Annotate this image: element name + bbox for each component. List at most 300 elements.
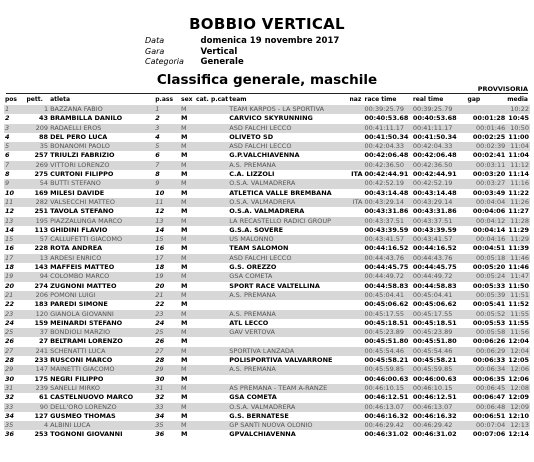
cell-race-time: 00:43:31.86: [364, 207, 412, 216]
cell-team: GPVALCHIAVENNA: [228, 430, 348, 439]
cell-team: ATL LECCO: [228, 319, 348, 328]
cell-gap: 00:06:26: [467, 337, 507, 346]
cell-naz: [349, 328, 364, 337]
cell-pass: 22: [154, 300, 180, 309]
cell-team: ASD FALCHI LECCO: [228, 142, 348, 151]
event-meta: [145, 36, 339, 68]
cell-cat: [195, 151, 210, 160]
cell-team: A.S. PREMANA: [228, 310, 348, 319]
header-race-time: race time: [364, 96, 397, 103]
table-row: [4, 263, 530, 272]
cell-pass: 21: [154, 291, 180, 300]
cell-gap: 00:07:06: [467, 430, 507, 439]
cell-sex: M: [180, 300, 195, 309]
cell-avg: 11:12: [506, 161, 530, 170]
cell-real-time: 00:44:49.72: [412, 272, 467, 281]
cell-avg: 11:29: [506, 226, 530, 235]
cell-athlete: PIAZZALUNGA MARCO: [49, 217, 154, 226]
cell-pos: 33: [4, 403, 25, 412]
header-real-time: real time: [412, 96, 444, 103]
header-gap: gap: [467, 96, 481, 103]
cell-cat: [195, 403, 210, 412]
header-athlete: atleta: [50, 96, 71, 103]
cell-sex: M: [180, 151, 195, 160]
cell-athlete: PAREDI SIMONE: [49, 300, 154, 309]
cell-sex: M: [180, 347, 195, 356]
cell-real-time: 00:45:23.89: [412, 328, 467, 337]
cell-gap: 00:06:51: [467, 412, 507, 421]
cell-pett: 113: [25, 226, 49, 235]
cell-naz: ITA: [349, 170, 364, 179]
cell-pass: 15: [154, 235, 180, 244]
cell-naz: [349, 179, 364, 188]
cell-cat: [195, 114, 210, 123]
cell-sex: M: [180, 328, 195, 337]
cell-team: G.S. OREZZO: [228, 263, 348, 272]
cell-sex: M: [180, 310, 195, 319]
table-row: [4, 356, 530, 365]
table-row: [4, 226, 530, 235]
cell-sex: M: [180, 393, 195, 402]
cell-avg: 11:47: [506, 272, 530, 281]
cell-race-time: 00:45:04.41: [364, 291, 412, 300]
table-row: [4, 198, 530, 207]
cell-naz: [349, 151, 364, 160]
cell-pcat: [210, 365, 228, 374]
cell-avg: 10:50: [506, 124, 530, 133]
cell-team: GSA COMETA: [228, 393, 348, 402]
cell-gap: 00:03:27: [467, 179, 507, 188]
cell-real-time: 00:43:39.59: [412, 226, 467, 235]
cell-cat: [195, 375, 210, 384]
cell-team: POLISPORTIVA VALVARRONE: [228, 356, 348, 365]
cell-avg: 11:04: [506, 142, 530, 151]
cell-pass: 29: [154, 365, 180, 374]
cell-sex: M: [180, 189, 195, 198]
cell-sex: M: [180, 272, 195, 281]
cell-pos: 30: [4, 375, 25, 384]
cell-cat: [195, 235, 210, 244]
cell-gap: 00:05:39: [467, 291, 507, 300]
table-row: [4, 430, 530, 439]
header-pcat: p.cat: [211, 96, 229, 103]
cell-pos: 36: [4, 430, 25, 439]
cell-pcat: [210, 384, 228, 393]
cell-race-time: 00:45:17.55: [364, 310, 412, 319]
header-cat: cat.: [196, 96, 209, 103]
cell-avg: 12:06: [506, 365, 530, 374]
cell-naz: [349, 356, 364, 365]
cell-pass: 2: [154, 114, 180, 123]
cell-sex: M: [180, 114, 195, 123]
cell-pass: 20: [154, 282, 180, 291]
cell-pett: 275: [25, 170, 49, 179]
table-row: [4, 207, 530, 216]
event-title: BOBBIO VERTICAL: [189, 15, 345, 33]
cell-pos: 34: [4, 412, 25, 421]
cell-pcat: [210, 263, 228, 272]
cell-avg: 12:08: [506, 384, 530, 393]
cell-race-time: 00:42:44.91: [364, 170, 412, 179]
cell-real-time: 00:46:29.42: [412, 421, 467, 430]
cell-cat: [195, 207, 210, 216]
cell-avg: 11:56: [506, 328, 530, 337]
table-row: [4, 412, 530, 421]
table-row: [4, 282, 530, 291]
cell-real-time: 00:42:36.50: [412, 161, 467, 170]
meta-date-label: Data: [145, 36, 165, 45]
cell-real-time: 00:45:51.80: [412, 337, 467, 346]
cell-athlete: BELTRAMI LORENZO: [49, 337, 154, 346]
cell-naz: [349, 319, 364, 328]
cell-pett: 61: [25, 393, 49, 402]
cell-avg: 11:14: [506, 170, 530, 179]
cell-athlete: DEL PERO LUCA: [49, 133, 154, 142]
cell-naz: [349, 375, 364, 384]
cell-sex: M: [180, 356, 195, 365]
cell-gap: 00:02:25: [467, 133, 507, 142]
cell-pass: 36: [154, 430, 180, 439]
cell-team: A.S. PREMANA: [228, 291, 348, 300]
cell-naz: [349, 133, 364, 142]
cell-cat: [195, 291, 210, 300]
cell-race-time: 00:44:45.75: [364, 263, 412, 272]
cell-pos: 18: [4, 263, 25, 272]
cell-athlete: VITTORI LORENZO: [49, 161, 154, 170]
table-row: [4, 133, 530, 142]
header-team: team: [229, 96, 247, 103]
table-row: [4, 337, 530, 346]
cell-avg: 11:00: [506, 133, 530, 142]
header-pett: pett.: [26, 96, 43, 103]
cell-pos: 23: [4, 310, 25, 319]
cell-athlete: BONDIOLI MARZIO: [49, 328, 154, 337]
cell-team: [228, 375, 348, 384]
cell-pett: 120: [25, 310, 49, 319]
cell-sex: M: [180, 403, 195, 412]
cell-pcat: [210, 226, 228, 235]
cell-sex: M: [180, 337, 195, 346]
table-row: [4, 300, 530, 309]
cell-team: ATLETICA VALLE BREMBANA: [228, 189, 348, 198]
cell-athlete: BRAMBILLA DANILO: [49, 114, 154, 123]
cell-pos: 10: [4, 189, 25, 198]
cell-team: ASD FALCHI LECCO: [228, 124, 348, 133]
cell-pass: 33: [154, 403, 180, 412]
cell-pett: 274: [25, 282, 49, 291]
cell-team: LA RECASTELLO RADICI GROUP: [228, 217, 348, 226]
cell-pass: 6: [154, 151, 180, 160]
cell-pos: 1: [4, 105, 25, 114]
cell-athlete: SANELLI MIRKO: [49, 384, 154, 393]
cell-cat: [195, 179, 210, 188]
table-row: [4, 421, 530, 430]
cell-athlete: BUTTI STEFANO: [49, 179, 154, 188]
cell-real-time: 00:42:06.48: [412, 151, 467, 160]
cell-naz: [349, 124, 364, 133]
cell-pett: 57: [25, 235, 49, 244]
cell-pos: 28: [4, 356, 25, 365]
cell-pcat: [210, 356, 228, 365]
cell-real-time: 00:45:54.46: [412, 347, 467, 356]
cell-pass: 19: [154, 272, 180, 281]
cell-team: GAV VERTOVA: [228, 328, 348, 337]
cell-pcat: [210, 114, 228, 123]
cell-pett: 13: [25, 254, 49, 263]
cell-pett: 175: [25, 375, 49, 384]
cell-athlete: RADAELLI EROS: [49, 124, 154, 133]
cell-team: O.S.A. VALMADRERA: [228, 207, 348, 216]
cell-pett: 43: [25, 114, 49, 123]
cell-race-time: 00:46:00.63: [364, 375, 412, 384]
cell-team: TEAM KARPOS - LA SPORTIVA: [228, 105, 348, 114]
meta-category-value: Generale: [200, 57, 244, 67]
cell-gap: 00:06:45: [467, 384, 507, 393]
cell-pos: 14: [4, 226, 25, 235]
cell-real-time: 00:43:14.48: [412, 189, 467, 198]
cell-gap: 00:03:49: [467, 189, 507, 198]
header-avg: media: [507, 96, 528, 103]
cell-naz: [349, 161, 364, 170]
table-row: [4, 114, 530, 123]
cell-pcat: [210, 133, 228, 142]
cell-race-time: 00:46:16.32: [364, 412, 412, 421]
cell-pass: 25: [154, 328, 180, 337]
cell-sex: M: [180, 170, 195, 179]
cell-pass: 10: [154, 189, 180, 198]
cell-avg: 11:29: [506, 235, 530, 244]
cell-real-time: 00:44:58.83: [412, 282, 467, 291]
cell-sex: M: [180, 124, 195, 133]
cell-race-time: 00:43:29.14: [364, 198, 412, 207]
cell-gap: 00:01:46: [467, 124, 507, 133]
cell-pos: 4: [4, 133, 25, 142]
cell-cat: [195, 124, 210, 133]
cell-sex: M: [180, 161, 195, 170]
cell-naz: [349, 244, 364, 253]
cell-race-time: 00:45:58.21: [364, 356, 412, 365]
cell-real-time: 00:44:45.75: [412, 263, 467, 272]
cell-naz: [349, 189, 364, 198]
ranking-title: Classifica generale, maschile: [156, 72, 378, 88]
header-pos: pos: [5, 96, 17, 103]
cell-sex: M: [180, 207, 195, 216]
cell-pos: 7: [4, 161, 25, 170]
cell-gap: 00:01:28: [467, 114, 507, 123]
cell-pos: 22: [4, 300, 25, 309]
cell-race-time: 00:40:53.68: [364, 114, 412, 123]
cell-athlete: GUSMEO THOMAS: [49, 412, 154, 421]
cell-real-time: 00:46:00.63: [412, 375, 467, 384]
cell-race-time: 00:45:18.51: [364, 319, 412, 328]
cell-pos: 27: [4, 347, 25, 356]
cell-race-time: 00:45:06.62: [364, 300, 412, 309]
cell-sex: M: [180, 105, 195, 114]
cell-pett: 228: [25, 244, 49, 253]
cell-real-time: 00:45:17.55: [412, 310, 467, 319]
cell-cat: [195, 430, 210, 439]
cell-race-time: 00:44:49.72: [364, 272, 412, 281]
table-row: [4, 375, 530, 384]
cell-naz: [349, 105, 364, 114]
table-row: [4, 151, 530, 160]
status-label: PROVVISORIA: [477, 85, 528, 93]
cell-pass: 32: [154, 393, 180, 402]
cell-pcat: [210, 105, 228, 114]
cell-cat: [195, 133, 210, 142]
cell-gap: 00:03:20: [467, 170, 507, 179]
cell-race-time: 00:44:58.83: [364, 282, 412, 291]
cell-sex: M: [180, 198, 195, 207]
cell-pass: 24: [154, 319, 180, 328]
cell-sex: M: [180, 217, 195, 226]
cell-gap: 00:04:06: [467, 207, 507, 216]
cell-pcat: [210, 142, 228, 151]
cell-race-time: 00:46:12.51: [364, 393, 412, 402]
cell-cat: [195, 319, 210, 328]
cell-team: OLIVETO SD: [228, 133, 348, 142]
header-sex: sex: [181, 96, 193, 103]
cell-team: GP SANTI NUOVA OLONIO: [228, 421, 348, 430]
cell-team: G.P.VALCHIAVENNA: [228, 151, 348, 160]
cell-cat: [195, 161, 210, 170]
cell-avg: 11:28: [506, 217, 530, 226]
cell-gap: 00:06:47: [467, 393, 507, 402]
cell-cat: [195, 282, 210, 291]
cell-pcat: [210, 310, 228, 319]
cell-real-time: 00:44:16.52: [412, 244, 467, 253]
cell-pcat: [210, 282, 228, 291]
cell-real-time: 00:45:59.85: [412, 365, 467, 374]
cell-pass: 7: [154, 161, 180, 170]
cell-pett: 90: [25, 403, 49, 412]
cell-athlete: NEGRI FILIPPO: [49, 375, 154, 384]
cell-pass: 35: [154, 421, 180, 430]
cell-pass: 28: [154, 356, 180, 365]
cell-pos: 5: [4, 142, 25, 151]
cell-race-time: 00:46:13.07: [364, 403, 412, 412]
cell-sex: M: [180, 384, 195, 393]
cell-pett: 233: [25, 356, 49, 365]
cell-race-time: 00:42:06.48: [364, 151, 412, 160]
cell-cat: [195, 226, 210, 235]
cell-race-time: 00:42:52.19: [364, 179, 412, 188]
table-row: [4, 217, 530, 226]
table-row: [4, 291, 530, 300]
cell-gap: 00:05:33: [467, 282, 507, 291]
cell-sex: M: [180, 244, 195, 253]
cell-gap: 00:04:16: [467, 235, 507, 244]
cell-pass: 27: [154, 347, 180, 356]
cell-pcat: [210, 403, 228, 412]
cell-pcat: [210, 207, 228, 216]
cell-real-time: 00:46:12.51: [412, 393, 467, 402]
cell-pcat: [210, 170, 228, 179]
cell-avg: 12:04: [506, 347, 530, 356]
cell-avg: 11:50: [506, 282, 530, 291]
cell-real-time: 00:46:13.07: [412, 403, 467, 412]
cell-gap: 00:04:51: [467, 244, 507, 253]
cell-pass: 5: [154, 142, 180, 151]
cell-real-time: 00:43:37.51: [412, 217, 467, 226]
cell-pcat: [210, 347, 228, 356]
table-row: [4, 393, 530, 402]
cell-team: O.S.A. VALMADRERA: [228, 403, 348, 412]
cell-real-time: 00:40:53.68: [412, 114, 467, 123]
table-row: [4, 365, 530, 374]
cell-avg: 10:22: [506, 105, 530, 114]
cell-pcat: [210, 328, 228, 337]
cell-naz: [349, 142, 364, 151]
cell-team: AS PREMANA - TEAM A-RANZE: [228, 384, 348, 393]
cell-pos: 13: [4, 217, 25, 226]
cell-naz: [349, 310, 364, 319]
cell-athlete: ALBINI LUCA: [49, 421, 154, 430]
cell-pass: 9: [154, 179, 180, 188]
cell-sex: M: [180, 421, 195, 430]
cell-cat: [195, 347, 210, 356]
cell-athlete: TOGNONI GIOVANNI: [49, 430, 154, 439]
cell-pos: 11: [4, 198, 25, 207]
cell-team: O.S.A. VALMADRERA: [228, 198, 348, 207]
cell-pcat: [210, 254, 228, 263]
cell-pass: 16: [154, 244, 180, 253]
cell-cat: [195, 272, 210, 281]
cell-avg: 12:05: [506, 356, 530, 365]
cell-pos: 6: [4, 151, 25, 160]
cell-pass: 14: [154, 226, 180, 235]
cell-pcat: [210, 319, 228, 328]
cell-pos: 31: [4, 384, 25, 393]
table-row: [4, 105, 530, 114]
cell-naz: [349, 421, 364, 430]
cell-real-time: 00:46:31.02: [412, 430, 467, 439]
cell-race-time: 00:42:04.33: [364, 142, 412, 151]
table-row: [4, 347, 530, 356]
table-row: [4, 310, 530, 319]
cell-real-time: 00:46:10.15: [412, 384, 467, 393]
cell-pos: 8: [4, 170, 25, 179]
cell-pcat: [210, 179, 228, 188]
cell-athlete: MAINETTI GIACOMO: [49, 365, 154, 374]
cell-naz: [349, 291, 364, 300]
cell-pass: 31: [154, 384, 180, 393]
cell-cat: [195, 263, 210, 272]
cell-athlete: MAFFEIS MATTEO: [49, 263, 154, 272]
cell-race-time: 00:45:51.80: [364, 337, 412, 346]
cell-sex: M: [180, 179, 195, 188]
cell-pos: 9: [4, 179, 25, 188]
cell-avg: 11:46: [506, 263, 530, 272]
cell-race-time: 00:43:39.59: [364, 226, 412, 235]
cell-pos: 32: [4, 393, 25, 402]
cell-gap: 00:03:11: [467, 161, 507, 170]
cell-team: SPORT RACE VALTELLINA: [228, 282, 348, 291]
meta-race-value: Vertical: [200, 46, 238, 57]
cell-gap: 00:05:58: [467, 328, 507, 337]
cell-team: O.S.A. VALMADRERA: [228, 179, 348, 188]
cell-avg: 10:45: [506, 114, 530, 123]
cell-pcat: [210, 272, 228, 281]
cell-naz: [349, 114, 364, 123]
cell-cat: [195, 254, 210, 263]
cell-avg: 11:46: [506, 254, 530, 263]
cell-pcat: [210, 161, 228, 170]
cell-pcat: [210, 217, 228, 226]
cell-pett: 27: [25, 337, 49, 346]
cell-pos: 15: [4, 235, 25, 244]
cell-team: CARVICO SKYRUNNING: [228, 114, 348, 123]
